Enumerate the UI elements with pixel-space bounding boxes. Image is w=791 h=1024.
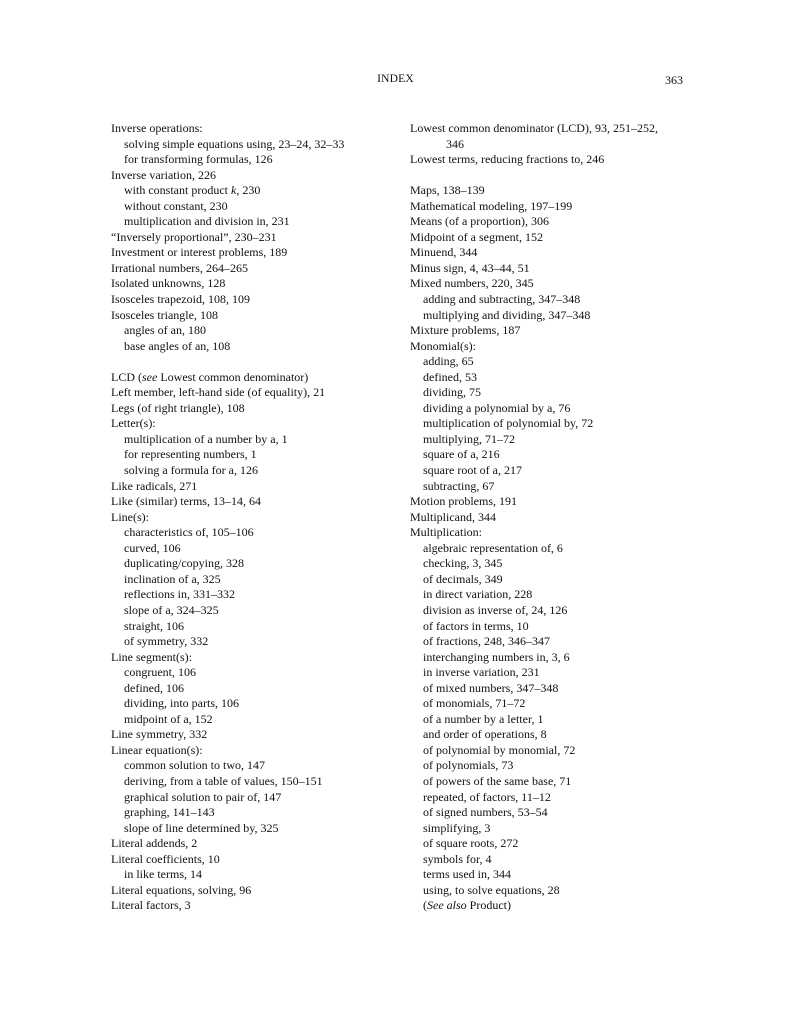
index-subentry: dividing, 75	[423, 385, 482, 400]
index-subentry: multiplying and dividing, 347–348	[423, 307, 591, 322]
index-subentry: adding and subtracting, 347–348	[423, 292, 581, 307]
index-subentry: for transforming formulas, 126	[124, 152, 273, 167]
index-entry: Line segment(s):	[111, 649, 192, 664]
index-subentry: of factors in terms, 10	[423, 618, 529, 633]
index-subentry: multiplication of a number by a, 1	[124, 431, 288, 446]
index-subentry: of monomials, 71–72	[423, 696, 526, 711]
index-subentry: of square roots, 272	[423, 836, 519, 851]
index-subentry: in inverse variation, 231	[423, 665, 540, 680]
index-subentry: defined, 53	[423, 369, 477, 384]
index-left-column	[111, 121, 396, 914]
index-subentry: (See also Product)	[423, 898, 511, 913]
index-subentry: solving simple equations using, 23–24, 32–33	[124, 136, 345, 151]
index-subentry: algebraic representation of, 6	[423, 540, 563, 555]
index-subentry: duplicating/copying, 328	[124, 556, 244, 571]
index-gap	[111, 354, 396, 370]
running-head-title: INDEX	[377, 73, 414, 85]
index-entry: Literal equations, solving, 96	[111, 882, 252, 897]
index-subentry: inclination of a, 325	[124, 571, 221, 586]
index-subentry: checking, 3, 345	[423, 556, 503, 571]
index-subentry: slope of line determined by, 325	[124, 820, 279, 835]
index-entry: Minus sign, 4, 43–44, 51	[410, 260, 530, 275]
index-subentry: using, to solve equations, 28	[423, 882, 560, 897]
index-subentry: of fractions, 248, 346–347	[423, 634, 550, 649]
index-entry: Isolated unknowns, 128	[111, 276, 226, 291]
index-subentry: repeated, of factors, 11–12	[423, 789, 551, 804]
index-subentry: multiplying, 71–72	[423, 431, 516, 446]
index-entry: Irrational numbers, 264–265	[111, 260, 248, 275]
page-number: 363	[665, 73, 683, 87]
index-right-column	[410, 121, 700, 914]
index-entry: Multiplication:	[410, 525, 482, 540]
index-entry: Left member, left-hand side (of equality), 21	[111, 385, 326, 400]
index-subentry: of polynomial by monomial, 72	[423, 742, 576, 757]
index-entry: Lowest terms, reducing fractions to, 246	[410, 152, 605, 167]
index-subentry: interchanging numbers in, 3, 6	[423, 649, 570, 664]
index-subentry: dividing, into parts, 106	[124, 696, 239, 711]
index-subentry: for representing numbers, 1	[124, 447, 257, 462]
index-subentry: midpoint of a, 152	[124, 711, 213, 726]
index-entry: Multiplicand, 344	[410, 509, 496, 524]
index-subentry: division as inverse of, 24, 126	[423, 602, 568, 617]
index-subentry: graphical solution to pair of, 147	[124, 789, 282, 804]
index-subentry: characteristics of, 105–106	[124, 525, 254, 540]
index-subentry: adding, 65	[423, 354, 474, 369]
index-subentry: solving a formula for a, 126	[124, 463, 258, 478]
index-subentry: base angles of an, 108	[124, 338, 231, 353]
index-subentry: multiplication and division in, 231	[124, 214, 290, 229]
index-entry: Inverse operations:	[111, 121, 203, 135]
index-subentry: of decimals, 349	[423, 571, 503, 586]
index-entry: Mixture problems, 187	[410, 323, 521, 338]
index-entry: Literal addends, 2	[111, 836, 198, 851]
running-head	[0, 73, 791, 89]
index-entry: Line(s):	[111, 509, 149, 524]
index-subentry: and order of operations, 8	[423, 727, 547, 742]
index-entry: Minuend, 344	[410, 245, 478, 260]
index-subentry: straight, 106	[124, 618, 184, 633]
index-entry: Like (similar) terms, 13–14, 64	[111, 494, 261, 509]
index-subentry: of signed numbers, 53–54	[423, 805, 548, 820]
index-subentry: symbols for, 4	[423, 851, 492, 866]
index-subentry: in direct variation, 228	[423, 587, 533, 602]
index-entry-continuation: 346	[446, 136, 464, 151]
index-subentry: angles of an, 180	[124, 323, 206, 338]
index-subentry: congruent, 106	[124, 665, 196, 680]
index-entry: “Inversely proportional”, 230–231	[111, 229, 277, 244]
index-subentry: deriving, from a table of values, 150–151	[124, 773, 323, 788]
index-entry: Isosceles trapezoid, 108, 109	[111, 292, 250, 307]
index-subentry: dividing a polynomial by a, 76	[423, 400, 571, 415]
index-entry: Midpoint of a segment, 152	[410, 229, 543, 244]
index-entry: LCD (see Lowest common denominator)	[111, 369, 309, 384]
index-entry: Letter(s):	[111, 416, 156, 431]
index-subentry: multiplication of polynomial by, 72	[423, 416, 594, 431]
index-subentry: curved, 106	[124, 540, 181, 555]
index-subentry: of powers of the same base, 71	[423, 773, 572, 788]
index-subentry: defined, 106	[124, 680, 184, 695]
index-entry: Isosceles triangle, 108	[111, 307, 218, 322]
index-subentry: in like terms, 14	[124, 867, 202, 882]
index-entry: Mathematical modeling, 197–199	[410, 198, 573, 213]
index-entry: Linear equation(s):	[111, 742, 203, 757]
index-subentry: of mixed numbers, 347–348	[423, 680, 559, 695]
index-subentry: simplifying, 3	[423, 820, 491, 835]
index-entry: Investment or interest problems, 189	[111, 245, 288, 260]
index-subentry: subtracting, 67	[423, 478, 495, 493]
index-entry: Line symmetry, 332	[111, 727, 208, 742]
index-subentry: square root of a, 217	[423, 463, 522, 478]
index-gap	[410, 168, 700, 184]
index-entry: Legs (of right triangle), 108	[111, 400, 245, 415]
index-entry: Maps, 138–139	[410, 183, 485, 198]
index-entry: Mixed numbers, 220, 345	[410, 276, 534, 291]
index-entry: Lowest common denominator (LCD), 93, 251–252,	[410, 121, 658, 135]
index-entry: Motion problems, 191	[410, 494, 517, 509]
index-entry: Like radicals, 271	[111, 478, 198, 493]
index-entry: Inverse variation, 226	[111, 167, 216, 182]
index-subentry: of symmetry, 332	[124, 634, 209, 649]
index-subentry: graphing, 141–143	[124, 805, 215, 820]
index-subentry: square of a, 216	[423, 447, 500, 462]
index-subentry: reflections in, 331–332	[124, 587, 235, 602]
index-entry: Means (of a proportion), 306	[410, 214, 549, 229]
index-subentry: terms used in, 344	[423, 867, 511, 882]
index-subentry: with constant product k, 230	[124, 183, 261, 198]
index-entry: Literal factors, 3	[111, 898, 191, 913]
index-entry: Literal coefficients, 10	[111, 851, 220, 866]
index-subentry: of polynomials, 73	[423, 758, 514, 773]
index-entry: Monomial(s):	[410, 338, 476, 353]
index-subentry: slope of a, 324–325	[124, 602, 219, 617]
index-subentry: of a number by a letter, 1	[423, 711, 544, 726]
index-subentry: without constant, 230	[124, 198, 228, 213]
index-subentry: common solution to two, 147	[124, 758, 265, 773]
